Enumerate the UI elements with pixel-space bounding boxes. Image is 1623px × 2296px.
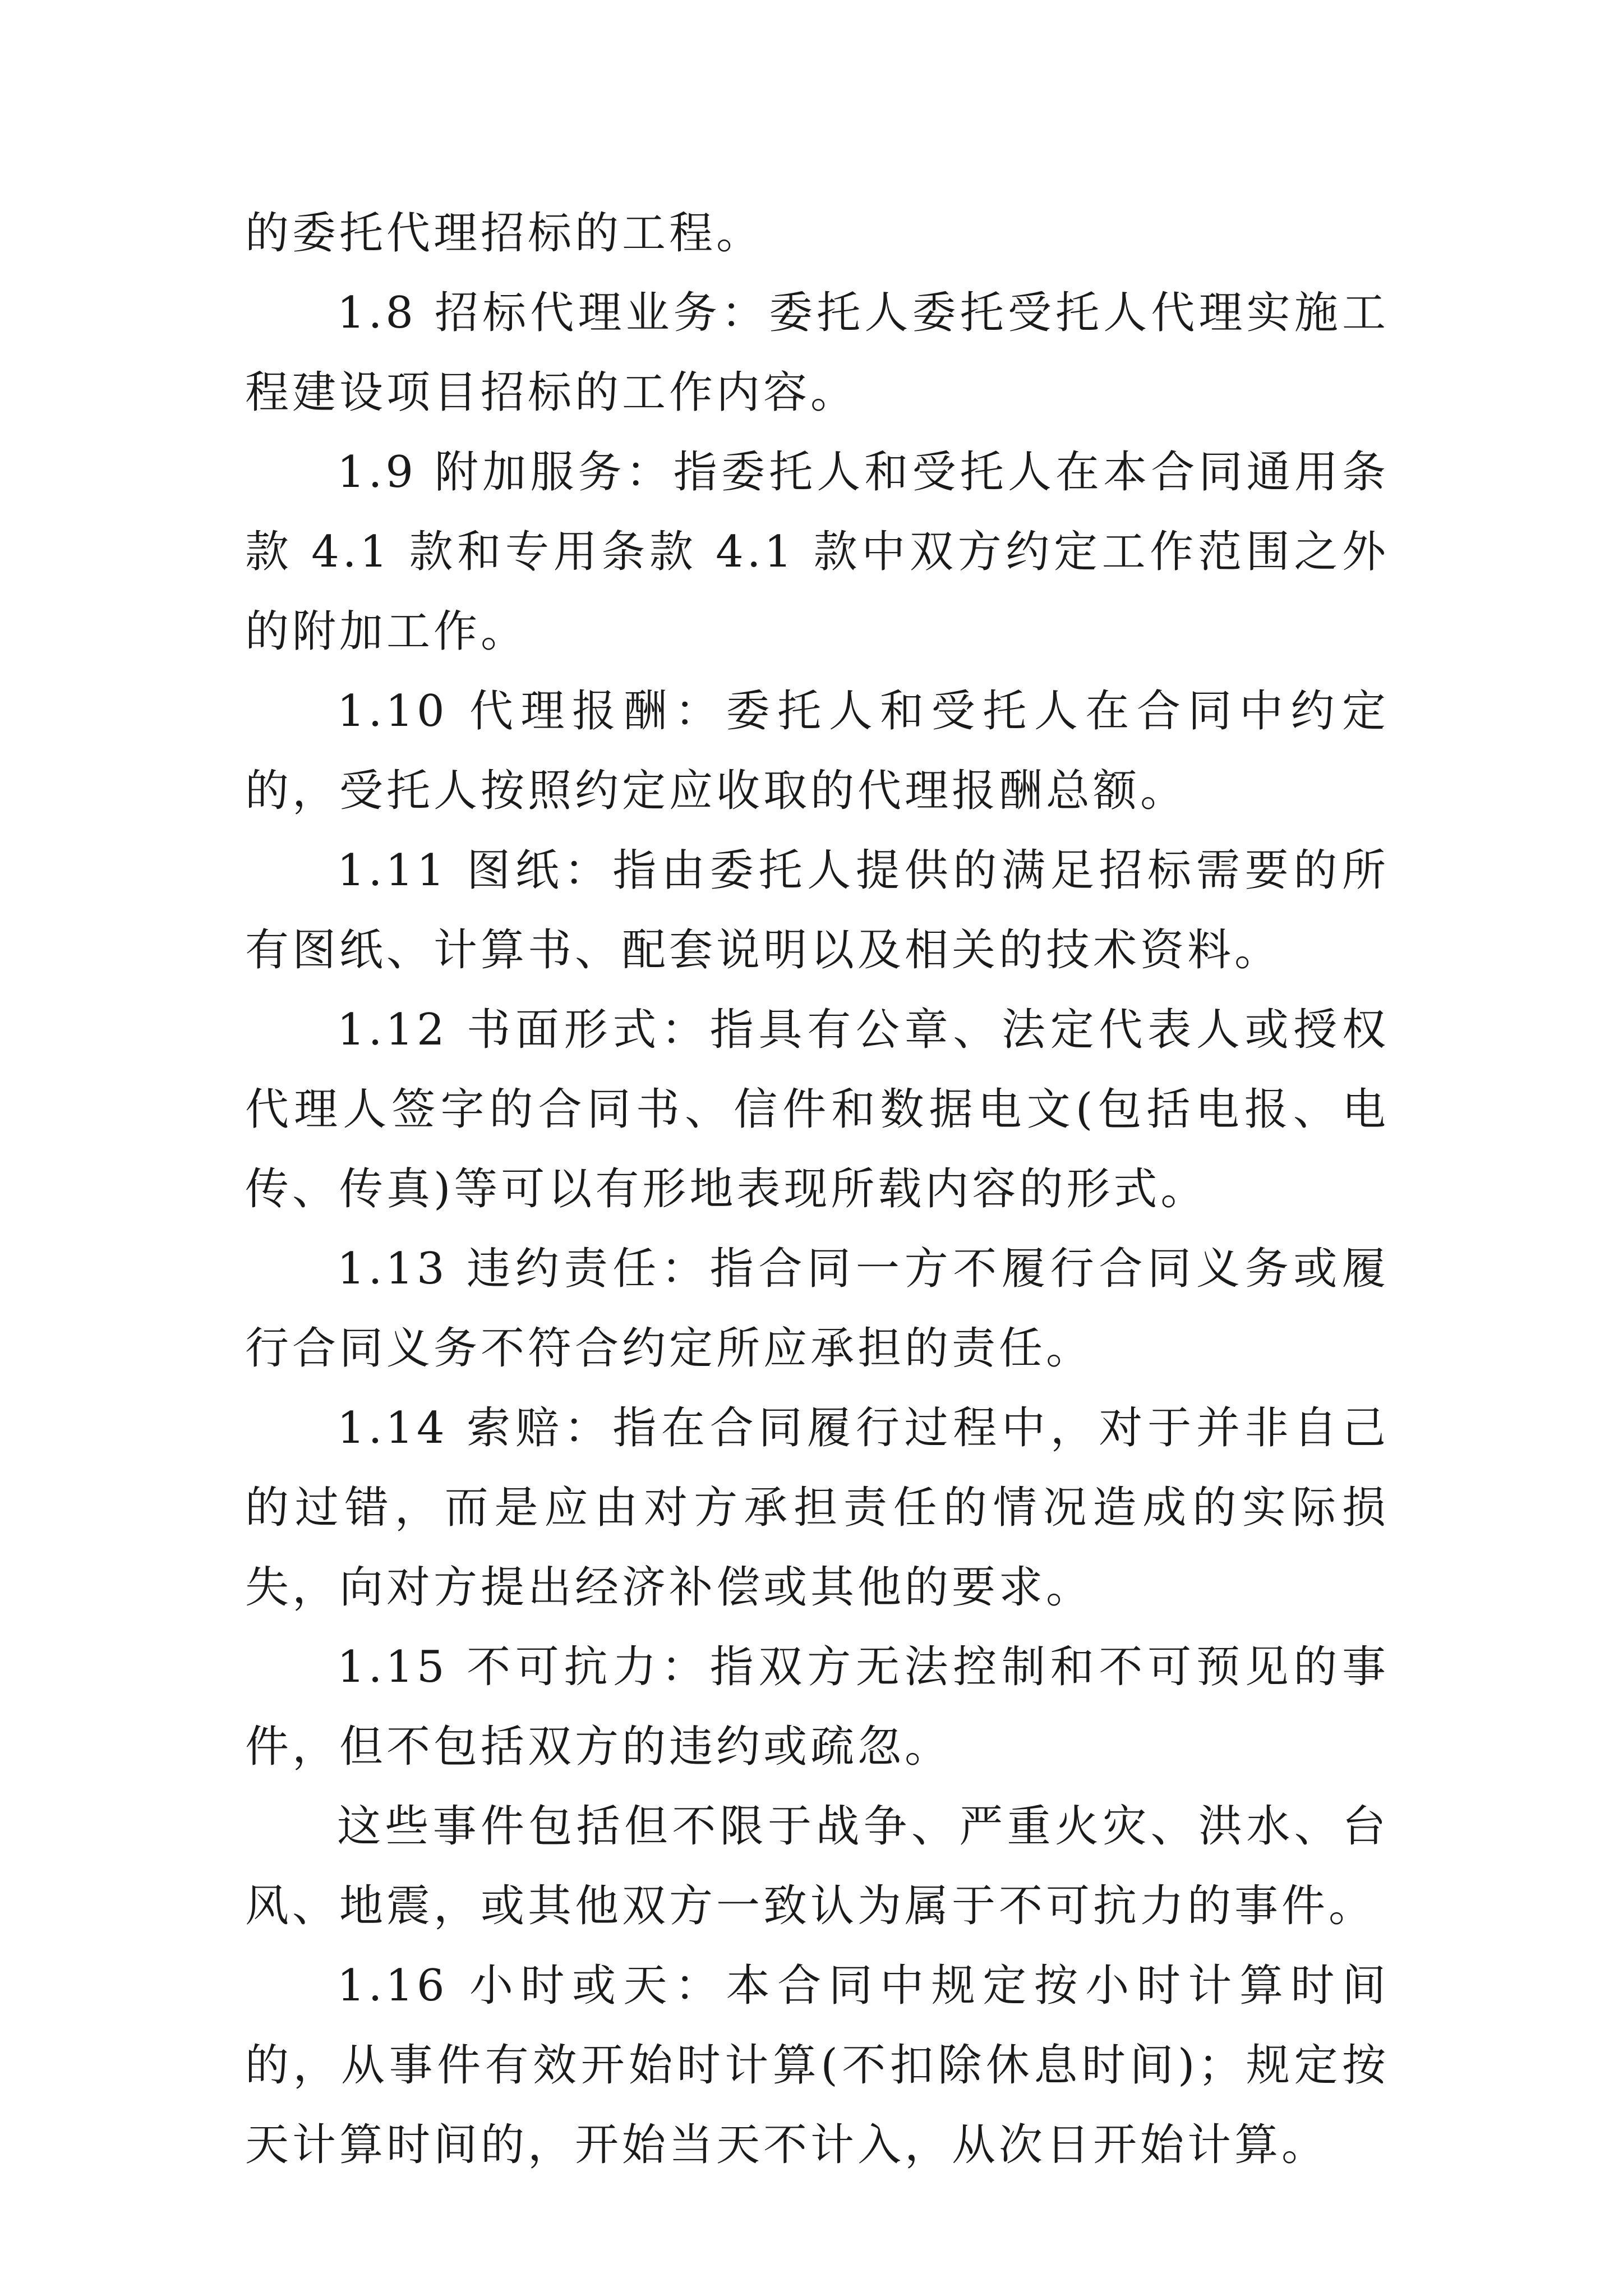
clause-1-10: 1.10 代理报酬：委托人和受托人在合同中约定的，受托人按照约定应收取的代理报酬总额。	[245, 686, 1389, 816]
clause-1-8: 1.8 招标代理业务：委托人委托受托人代理实施工程建设项目招标的工作内容。	[245, 288, 1389, 418]
clause-1-13: 1.13 违约责任：指合同一方不履行合同义务或履行合同义务不符合约定所应承担的责任。	[245, 1244, 1389, 1374]
clause-1-11: 1.11 图纸：指由委托人提供的满足招标需要的所有图纸、计算书、配套说明以及相关的技术资料。	[245, 845, 1389, 976]
paragraph-continuation: 的委托代理招标的工程。	[245, 208, 764, 259]
clause-1-15-examples: 这些事件包括但不限于战争、严重火灾、洪水、台风、地震，或其他双方一致认为属于不可抗力的事件。	[245, 1801, 1389, 1931]
clause-1-14: 1.14 索赔：指在合同履行过程中，对于并非自己的过错，而是应由对方承担责任的情况造成的实际损失，向对方提出经济补偿或其他的要求。	[245, 1403, 1389, 1613]
clause-1-9: 1.9 附加服务：指委托人和受托人在本合同通用条款 4.1 款和专用条款 4.1 款中双方约定工作范围之外的附加工作。	[245, 447, 1389, 657]
clause-1-15: 1.15 不可抗力：指双方无法控制和不可预见的事件，但不包括双方的违约或疏忽。	[245, 1642, 1389, 1772]
document-body	[245, 194, 1389, 2185]
clause-1-16: 1.16 小时或天：本合同中规定按小时计算时间的，从事件有效开始时计算(不扣除休息时间)；规定按天计算时间的，开始当天不计入，从次日开始计算。	[245, 1961, 1389, 2170]
clause-1-12: 1.12 书面形式：指具有公章、法定代表人或授权代理人签字的合同书、信件和数据电文(包括电报、电传、传真)等可以有形地表现所载内容的形式。	[245, 1005, 1389, 1214]
